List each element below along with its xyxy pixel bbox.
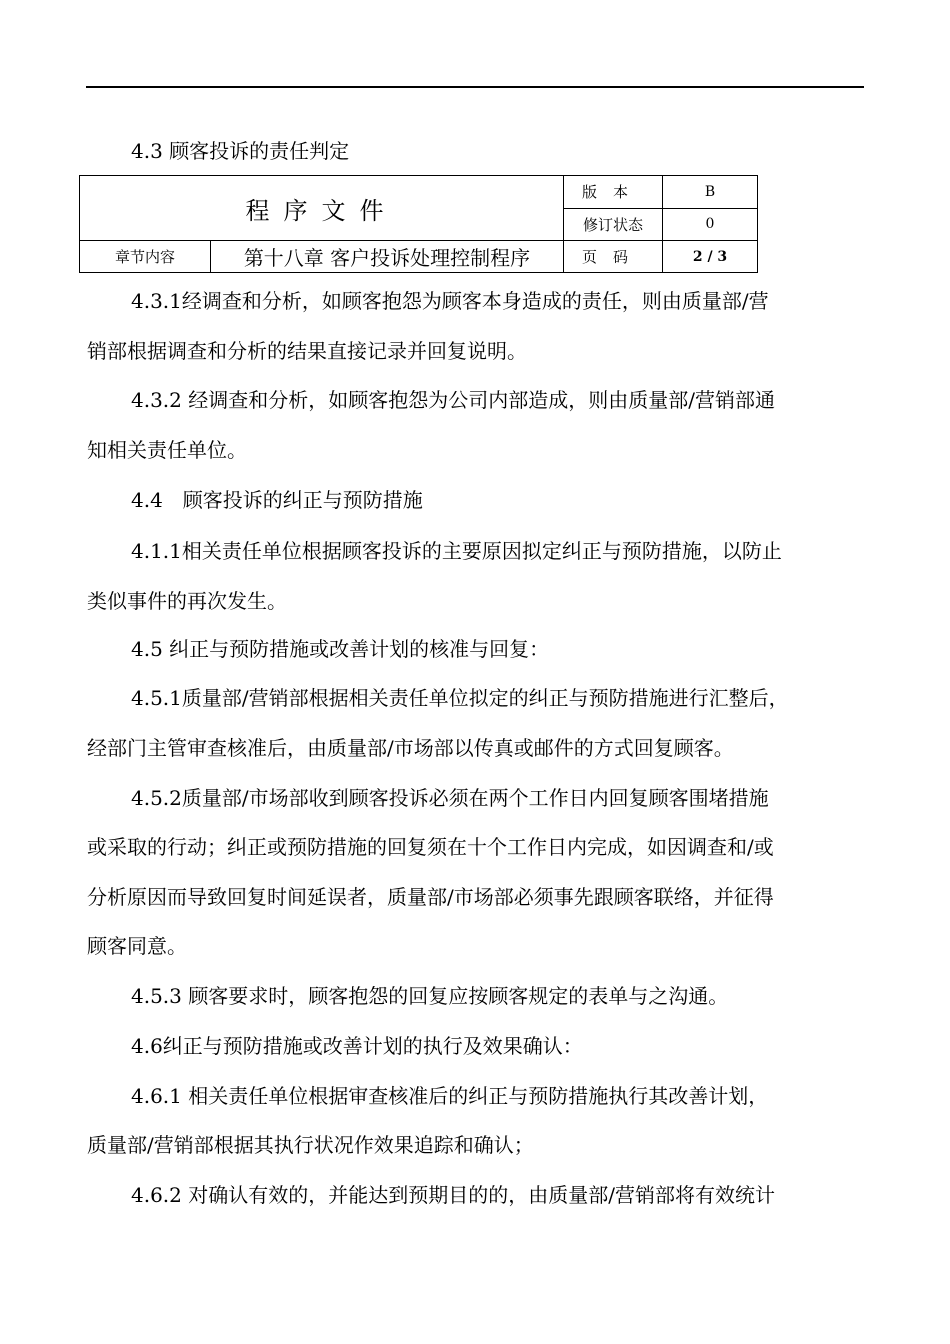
paragraph-line: 质量部/营销部根据其执行状况作效果追踪和确认；	[87, 1133, 534, 1157]
revision-label: 修订状态	[564, 208, 663, 241]
paragraph-line: 4.5.3 顾客要求时，顾客抱怨的回复应按顾客规定的表单与之沟通。	[131, 984, 729, 1008]
paragraph-line: 经部门主管审查核准后，由质量部/市场部以传真或邮件的方式回复顾客。	[87, 736, 734, 760]
page-value: 2 / 3	[663, 241, 758, 273]
paragraph-line: 顾客同意。	[87, 934, 187, 958]
paragraph-line: 4.5.1质量部/营销部根据相关责任单位拟定的纠正与预防措施进行汇整后，	[131, 686, 789, 710]
paragraph-line: 4.5.2质量部/市场部收到顾客投诉必须在两个工作日内回复顾客围堵措施	[131, 786, 769, 810]
doc-type-title: 程序文件	[80, 176, 564, 241]
paragraph-line: 销部根据调查和分析的结果直接记录并回复说明。	[87, 339, 527, 363]
version-label: 版本	[564, 176, 663, 209]
paragraph-line: 4.1.1相关责任单位根据顾客投诉的主要原因拟定纠正与预防措施，以防止	[131, 539, 782, 563]
paragraph-line: 4.3.1经调查和分析，如顾客抱怨为顾客本身造成的责任，则由质量部/营	[131, 289, 769, 313]
section-label: 章节内容	[80, 241, 211, 273]
header-rule	[86, 86, 864, 88]
revision-value: 0	[663, 208, 758, 241]
page-label: 页码	[564, 241, 663, 273]
paragraph-line: 知相关责任单位。	[87, 438, 247, 462]
section-heading-4-6: 4.6纠正与预防措施或改善计划的执行及效果确认：	[131, 1034, 583, 1058]
section-heading-4-5: 4.5 纠正与预防措施或改善计划的核准与回复：	[131, 637, 550, 661]
paragraph-line: 类似事件的再次发生。	[87, 589, 287, 613]
version-value: B	[663, 176, 758, 209]
section-value: 第十八章 客户投诉处理控制程序	[211, 241, 564, 273]
section-heading-4-3: 4.3 顾客投诉的责任判定	[131, 139, 350, 163]
section-heading-4-4: 4.4 顾客投诉的纠正与预防措施	[131, 488, 423, 512]
paragraph-line: 4.3.2 经调查和分析，如顾客抱怨为公司内部造成，则由质量部/营销部通	[131, 388, 775, 412]
document-header-table	[79, 175, 758, 273]
paragraph-line: 或采取的行动；纠正或预防措施的回复须在十个工作日内完成，如因调查和/或	[87, 835, 774, 859]
paragraph-line: 4.6.1 相关责任单位根据审查核准后的纠正与预防措施执行其改善计划，	[131, 1084, 769, 1108]
paragraph-line: 分析原因而导致回复时间延误者，质量部/市场部必须事先跟顾客联络，并征得	[87, 885, 774, 909]
paragraph-line: 4.6.2 对确认有效的，并能达到预期目的的，由质量部/营销部将有效统计	[131, 1183, 775, 1207]
